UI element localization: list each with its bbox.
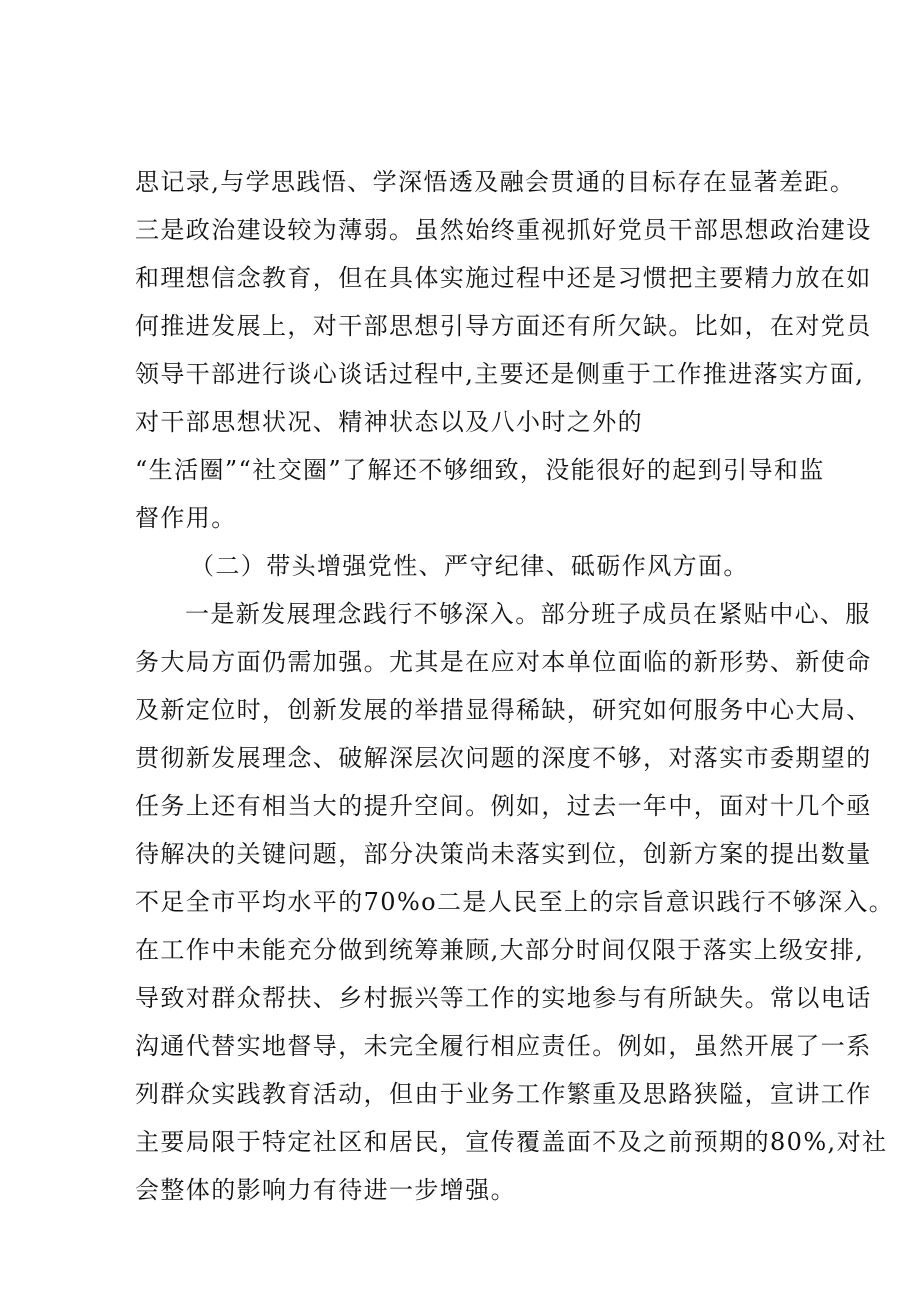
paragraph-line: 一是新发展理念践行不够深入。部分班子成员在紧贴中心、服 bbox=[185, 600, 871, 628]
paragraph-line: 任务上还有相当大的提升空间。例如，过去一年中，面对十几个亟 bbox=[135, 792, 872, 820]
paragraph-line: 领导干部进行谈心谈话过程中,主要还是侧重于工作推进落实方面, bbox=[135, 360, 865, 388]
paragraph-line: 及新定位时，创新发展的举措显得稀缺，研究如何服务中心大局、 bbox=[135, 696, 872, 724]
paragraph-line: 对干部思想状况、精神状态以及八小时之外的 bbox=[135, 408, 643, 436]
section-heading: （二）带头增强党性、严守纪律、砥砺作风方面。 bbox=[190, 552, 749, 580]
paragraph-line: 思记录,与学思践悟、学深悟透及融会贯通的目标存在显著差距。 bbox=[135, 168, 856, 196]
paragraph-line: 贯彻新发展理念、破解深层次问题的深度不够，对落实市委期望的 bbox=[135, 744, 872, 772]
paragraph-line: 导致对群众帮扶、乡村振兴等工作的实地参与有所缺失。常以电话 bbox=[135, 984, 872, 1012]
paragraph-line: 三是政治建设较为薄弱。虽然始终重视抓好党员干部思想政治建设 bbox=[135, 216, 872, 244]
paragraph-line: 沟通代替实地督导，未完全履行相应责任。例如，虽然开展了一系 bbox=[135, 1032, 872, 1060]
paragraph-line: “生活圈”“社交圈”了解还不够细致，没能很好的起到引导和监 bbox=[135, 456, 825, 484]
paragraph-line: 何推进发展上，对干部思想引导方面还有所欠缺。比如，在对党员 bbox=[135, 312, 872, 340]
paragraph-line: 会整体的影响力有待进一步增强。 bbox=[135, 1176, 516, 1204]
paragraph-line: 待解决的关键问题，部分决策尚未落实到位，创新方案的提出数量 bbox=[135, 840, 872, 868]
paragraph-line: 不足全市平均水平的70%o二是人民至上的宗旨意识践行不够深入。 bbox=[135, 888, 895, 916]
paragraph-line: 务大局方面仍需加强。尤其是在应对本单位面临的新形势、新使命 bbox=[135, 648, 872, 676]
paragraph-line: 主要局限于特定社区和居民，宣传覆盖面不及之前预期的80%,对社 bbox=[135, 1128, 888, 1156]
paragraph-line: 在工作中未能充分做到统筹兼顾,大部分时间仅限于落实上级安排, bbox=[135, 936, 865, 964]
paragraph-line: 列群众实践教育活动，但由于业务工作繁重及思路狭隘，宣讲工作 bbox=[135, 1080, 872, 1108]
paragraph-line: 督作用。 bbox=[135, 504, 237, 532]
paragraph-line: 和理想信念教育，但在具体实施过程中还是习惯把主要精力放在如 bbox=[135, 264, 872, 292]
